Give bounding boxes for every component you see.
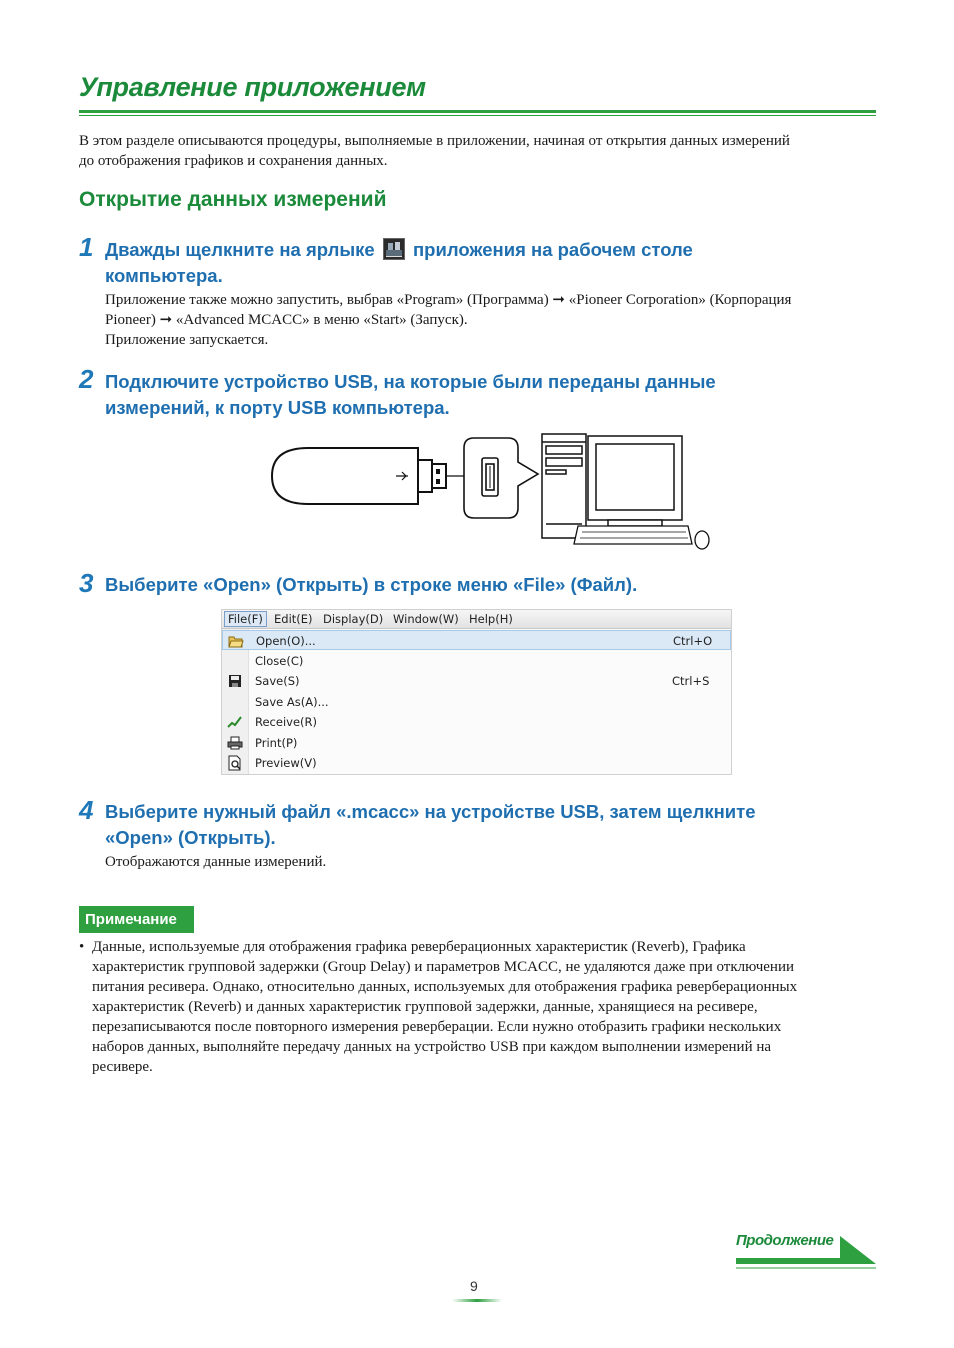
app-shortcut-icon bbox=[383, 238, 405, 260]
menu-item-label: Receive(R) bbox=[255, 715, 317, 729]
file-menu-screenshot bbox=[221, 609, 732, 775]
menu-item-save[interactable] bbox=[222, 671, 731, 691]
menu-display[interactable]: Display(D) bbox=[323, 612, 384, 626]
usb-port-callout bbox=[464, 438, 538, 518]
note-line: характеристик (Reverb) и данных характеристик групповой задержки, данные, хранящиеся на ресивере, bbox=[92, 999, 758, 1015]
menu-item-label: Open(O)... bbox=[256, 634, 316, 648]
mouse-icon bbox=[695, 531, 709, 549]
menu-item-label: Save As(A)... bbox=[255, 695, 329, 709]
step-1-body-line-2: Pioneer) ➞ «Advanced MCACC» в меню «Start» (Запуск). bbox=[105, 312, 468, 328]
page-number-underline bbox=[452, 1299, 502, 1302]
note-line: Данные, используемые для отображения графика реверберационных характеристик (Reverb), Графика bbox=[92, 939, 746, 955]
note-line: ресивере. bbox=[92, 1059, 153, 1075]
step-2-heading-line-1: Подключите устройство USB, на которые были переданы данные bbox=[105, 371, 716, 392]
step-1-body-line-1: Приложение также можно запустить, выбрав «Program» (Программа) ➞ «Pioneer Corporation» (Корпорация bbox=[105, 292, 792, 308]
menu-edit[interactable]: Edit(E) bbox=[274, 612, 313, 626]
menu-help[interactable]: Help(H) bbox=[469, 612, 513, 626]
step-1-text-a: Дважды щелкните на ярлыке bbox=[105, 239, 375, 260]
page-number: 9 bbox=[470, 1278, 478, 1294]
continue-label: Продолжение bbox=[736, 1232, 834, 1249]
note-text bbox=[92, 937, 882, 1077]
folder-open-icon bbox=[228, 633, 244, 649]
step-1-text-b: приложения на рабочем столе bbox=[412, 239, 693, 260]
step-1-body bbox=[105, 290, 791, 350]
note-badge: Примечание bbox=[79, 906, 194, 933]
menu-file[interactable]: File(F) bbox=[224, 611, 267, 627]
menu-bar bbox=[222, 610, 731, 629]
intro-line-2: до отображения графиков и сохранения данных. bbox=[79, 153, 388, 169]
usb-stick-icon bbox=[272, 448, 446, 504]
step-4-number: 4 bbox=[79, 795, 94, 825]
step-1-number: 1 bbox=[79, 232, 94, 262]
menu-item-save-as[interactable] bbox=[222, 692, 731, 712]
step-4-heading-line-2: «Open» (Открыть). bbox=[105, 827, 276, 848]
step-3-number: 3 bbox=[79, 568, 94, 598]
monitor-icon bbox=[588, 436, 682, 526]
title-rule-thin bbox=[79, 115, 876, 116]
step-1-heading-line-2: компьютера. bbox=[105, 265, 223, 286]
menu-item-preview[interactable] bbox=[222, 753, 731, 773]
continue-arrow-icon bbox=[736, 1236, 878, 1270]
intro-line-1: В этом разделе описываются процедуры, выполняемые в приложении, начиная от открытия данных измерений bbox=[79, 133, 790, 149]
menu-item-open[interactable] bbox=[222, 630, 731, 650]
section-heading: Открытие данных измерений bbox=[79, 188, 387, 211]
title-rule bbox=[79, 110, 876, 113]
page-title: Управление приложением bbox=[79, 72, 426, 102]
note-line: наборов данных, выполняйте передачу данных на устройство USB при каждом выполнении измерений на bbox=[92, 1039, 772, 1055]
step-1-body-line-3: Приложение запускается. bbox=[105, 332, 269, 348]
usb-connection-illustration bbox=[268, 428, 716, 552]
menu-item-print[interactable] bbox=[222, 733, 731, 753]
note-line: характеристик групповой задержки (Group Delay) и параметров MCACC, не удаляются даже при отключении bbox=[92, 959, 795, 975]
menu-item-close[interactable] bbox=[222, 651, 731, 671]
menu-item-label: Print(P) bbox=[255, 736, 298, 750]
menu-item-label: Preview(V) bbox=[255, 756, 317, 770]
step-3-heading: Выберите «Open» (Открыть) в строке меню «File» (Файл). bbox=[105, 574, 638, 595]
menu-item-label: Close(C) bbox=[255, 654, 304, 668]
intro-text bbox=[79, 131, 790, 171]
print-preview-icon bbox=[227, 755, 243, 771]
note-line: перезаписываются после повторного измерения реверберации. Если нужно отобразить графики нескольких bbox=[92, 1019, 782, 1035]
menu-item-shortcut: Ctrl+O bbox=[673, 634, 713, 648]
floppy-disk-icon bbox=[227, 673, 243, 689]
pc-tower-icon bbox=[542, 434, 586, 538]
note-bullet: • bbox=[79, 939, 85, 955]
step-4-heading-line-1: Выберите нужный файл «.mcacc» на устройстве USB, затем щелкните bbox=[105, 801, 756, 822]
step-4-body: Отображаются данные измерений. bbox=[105, 854, 327, 870]
graph-line-icon bbox=[227, 714, 243, 730]
menu-item-shortcut: Ctrl+S bbox=[672, 674, 710, 688]
keyboard-icon bbox=[574, 526, 692, 544]
step-2-heading-line-2: измерений, к порту USB компьютера. bbox=[105, 397, 450, 418]
menu-item-label: Save(S) bbox=[255, 674, 300, 688]
printer-icon bbox=[227, 735, 243, 751]
note-line: питания ресивера. Однако, относительно данных, используемых для отображения графика реверберационных bbox=[92, 979, 798, 995]
step-2-number: 2 bbox=[79, 364, 94, 394]
step-1-heading bbox=[105, 237, 693, 263]
menu-item-receive[interactable] bbox=[222, 712, 731, 732]
menu-window[interactable]: Window(W) bbox=[393, 612, 459, 626]
